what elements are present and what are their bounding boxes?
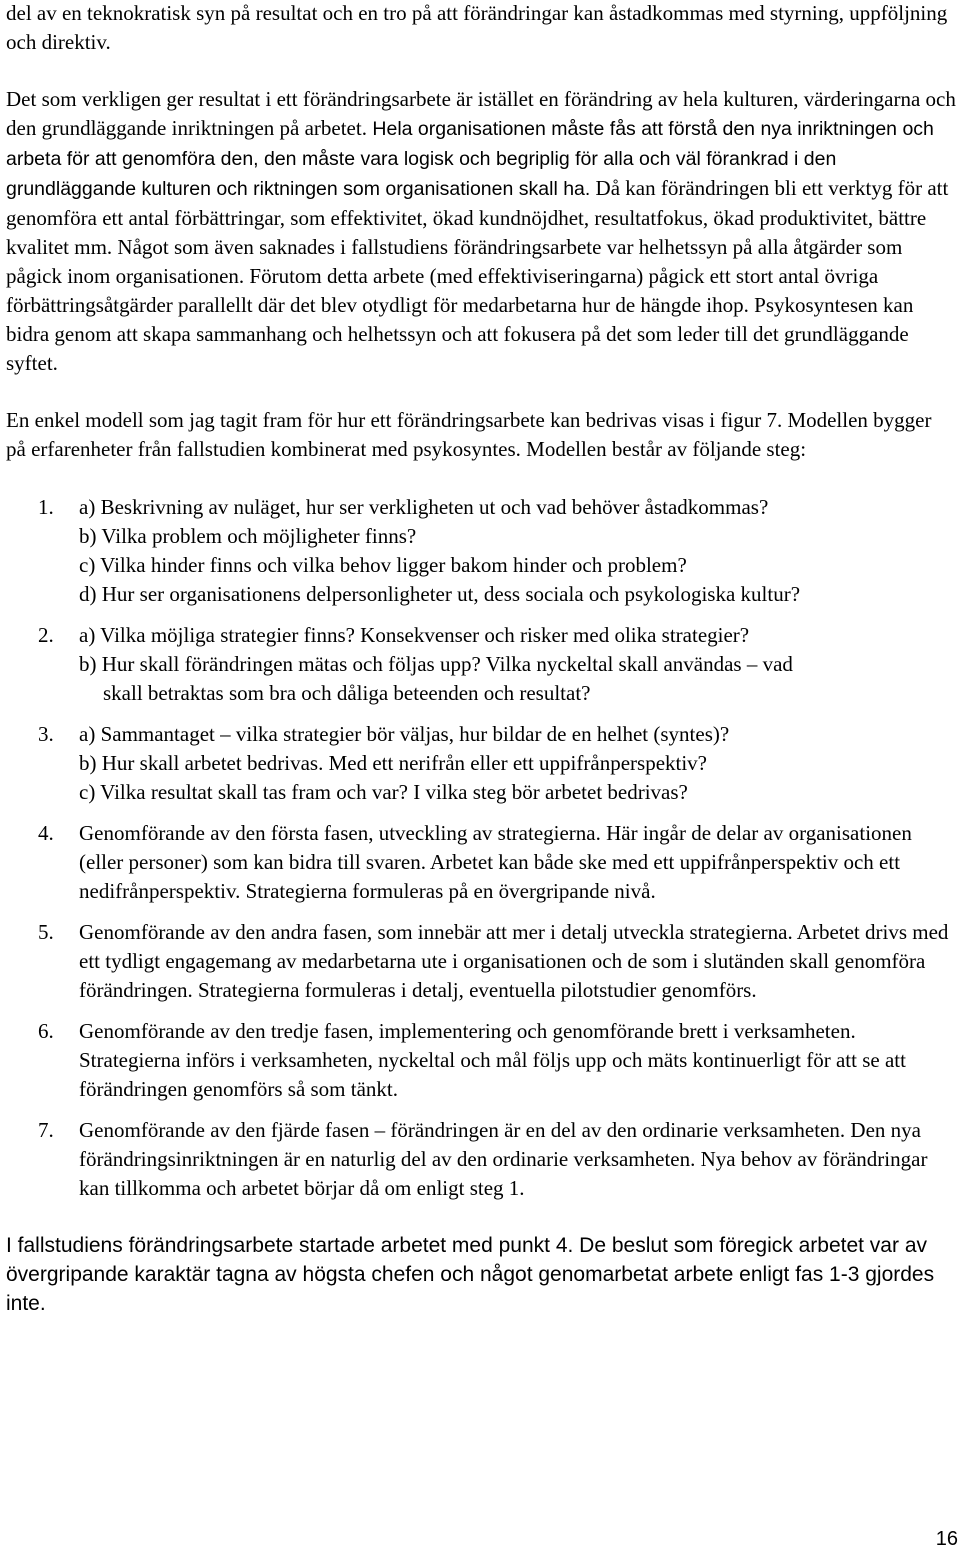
page-number: 16	[935, 1528, 958, 1550]
paragraph-case-study: I fallstudiens förändringsarbete startade arbetet med punkt 4. De beslut som föregick arbetet var av övergripande karaktär tagna av högsta chefen och något genomarbetat arbete enligt fas 1-3 gjordes inte.	[6, 1234, 935, 1315]
step-line: b) Hur skall arbetet bedrivas. Med ett nerifrån eller ett uppifrånperspektiv?	[79, 751, 708, 775]
paragraph-model: En enkel modell som jag tagit fram för hur ett förändringsarbete kan bedrivas visas i figur 7. Modellen bygger på erfarenheter från fallstudien kombinerat med psykosyntes. Modellen består av följande steg:	[6, 408, 932, 461]
document-page	[6, 0, 956, 1318]
step-number: 3.	[38, 722, 54, 746]
paragraph-culture-part3: Då kan förändringen bli ett verktyg för att genomföra ett antal förbättringar, som effektivitet, ökad kundnöjdhet, resultatfokus, ökad produktivitet, bättre kvalitet mm. Något som även saknades i fallstudiens förändringsarbete var helhetssyn på alla åtgärder som pågick inom organisationen. Förutom detta arbete (med effektiviseringarna) pågick ett stort antal övriga förbättringsåtgärder parallellt där det blev otydligt för medarbetarna hur de hängde ihop. Psykosyntesen kan bidra genom att skapa sammanhang och helhetssyn och att fokusera på det som leder till det grundläggande syftet.	[6, 176, 949, 375]
step-number: 1.	[38, 495, 54, 519]
step-item	[6, 720, 956, 807]
step-line: b) Hur skall förändringen mätas och följas upp? Vilka nyckeltal skall användas – vad	[79, 652, 793, 676]
step-line: d) Hur ser organisationens delpersonligheter ut, dess sociala och psykologiska kultur?	[79, 582, 801, 606]
step-line: a) Vilka möjliga strategier finns? Konsekvenser och risker med olika strategier?	[79, 623, 750, 647]
step-item	[6, 918, 956, 1005]
step-item	[6, 493, 956, 609]
step-number: 2.	[38, 623, 54, 647]
step-text: Genomförande av den första fasen, utveckling av strategierna. Här ingår de delar av organisationen (eller personer) som kan bidra till svaren. Arbetet kan både ske med ett uppifrånperspektiv och ett nedifrånperspektiv. Strategierna formuleras på en övergripande nivå.	[79, 821, 912, 903]
step-text: Genomförande av den andra fasen, som innebär att mer i detalj utveckla strategierna. Arbetet drivs med ett tydligt engagemang av medarbetarna ute i organisationen och de som i slutänden skall genomföra förändringen. Strategierna formuleras i detalj, eventuella pilotstudier genomförs.	[79, 920, 949, 1002]
step-line: a) Sammantaget – vilka strategier bör väljas, hur bildar de en helhet (syntes)?	[79, 722, 730, 746]
step-text: Genomförande av den tredje fasen, implementering och genomförande brett i verksamheten. Strategierna införs i verksamheten, nyckeltal och mål följs upp och mäts kontinuerligt för att se att förändringen genomförs så som tänkt.	[79, 1019, 906, 1101]
step-line: skall betraktas som bra och dåliga beteenden och resultat?	[103, 681, 591, 705]
paragraph-culture	[6, 85, 956, 378]
step-line: a) Beskrivning av nuläget, hur ser verkligheten ut och vad behöver åstadkommas?	[79, 495, 769, 519]
paragraph-culture-part2: Hela organisationen måste fås att förstå den nya inriktningen och arbeta för att genomföra den, den måste vara logisk och begriplig för alla och väl förankrad i den grundläggande kulturen och riktningen som organisationen skall ha.	[6, 118, 934, 200]
step-number: 5.	[38, 920, 54, 944]
paragraph-intro: del av en teknokratisk syn på resultat och en tro på att förändringar kan åstadkommas med styrning, uppföljning och direktiv.	[6, 1, 948, 54]
step-item	[6, 621, 956, 708]
paragraph-culture-part1: Det som verkligen ger resultat i ett förändringsarbete är istället en förändring av hela kulturen, värderingarna och den grundläggande inriktningen på arbetet.	[6, 87, 956, 140]
step-item	[6, 1017, 956, 1104]
steps-list	[6, 493, 956, 1203]
step-number: 4.	[38, 821, 54, 845]
step-line: c) Vilka hinder finns och vilka behov ligger bakom hinder och problem?	[79, 553, 687, 577]
step-item	[6, 1116, 956, 1203]
step-text: Genomförande av den fjärde fasen – förändringen är en del av den ordinarie verksamheten. Den nya förändringsinriktningen är en naturlig del av den ordinarie verksamheten. Nya behov av förändringar kan tillkomma och arbetet börjar då om enligt steg 1.	[79, 1118, 928, 1200]
step-item	[6, 819, 956, 906]
step-number: 6.	[38, 1019, 54, 1043]
step-line: b) Vilka problem och möjligheter finns?	[79, 524, 417, 548]
step-number: 7.	[38, 1118, 54, 1142]
step-line: c) Vilka resultat skall tas fram och var? I vilka steg bör arbetet bedrivas?	[79, 780, 688, 804]
